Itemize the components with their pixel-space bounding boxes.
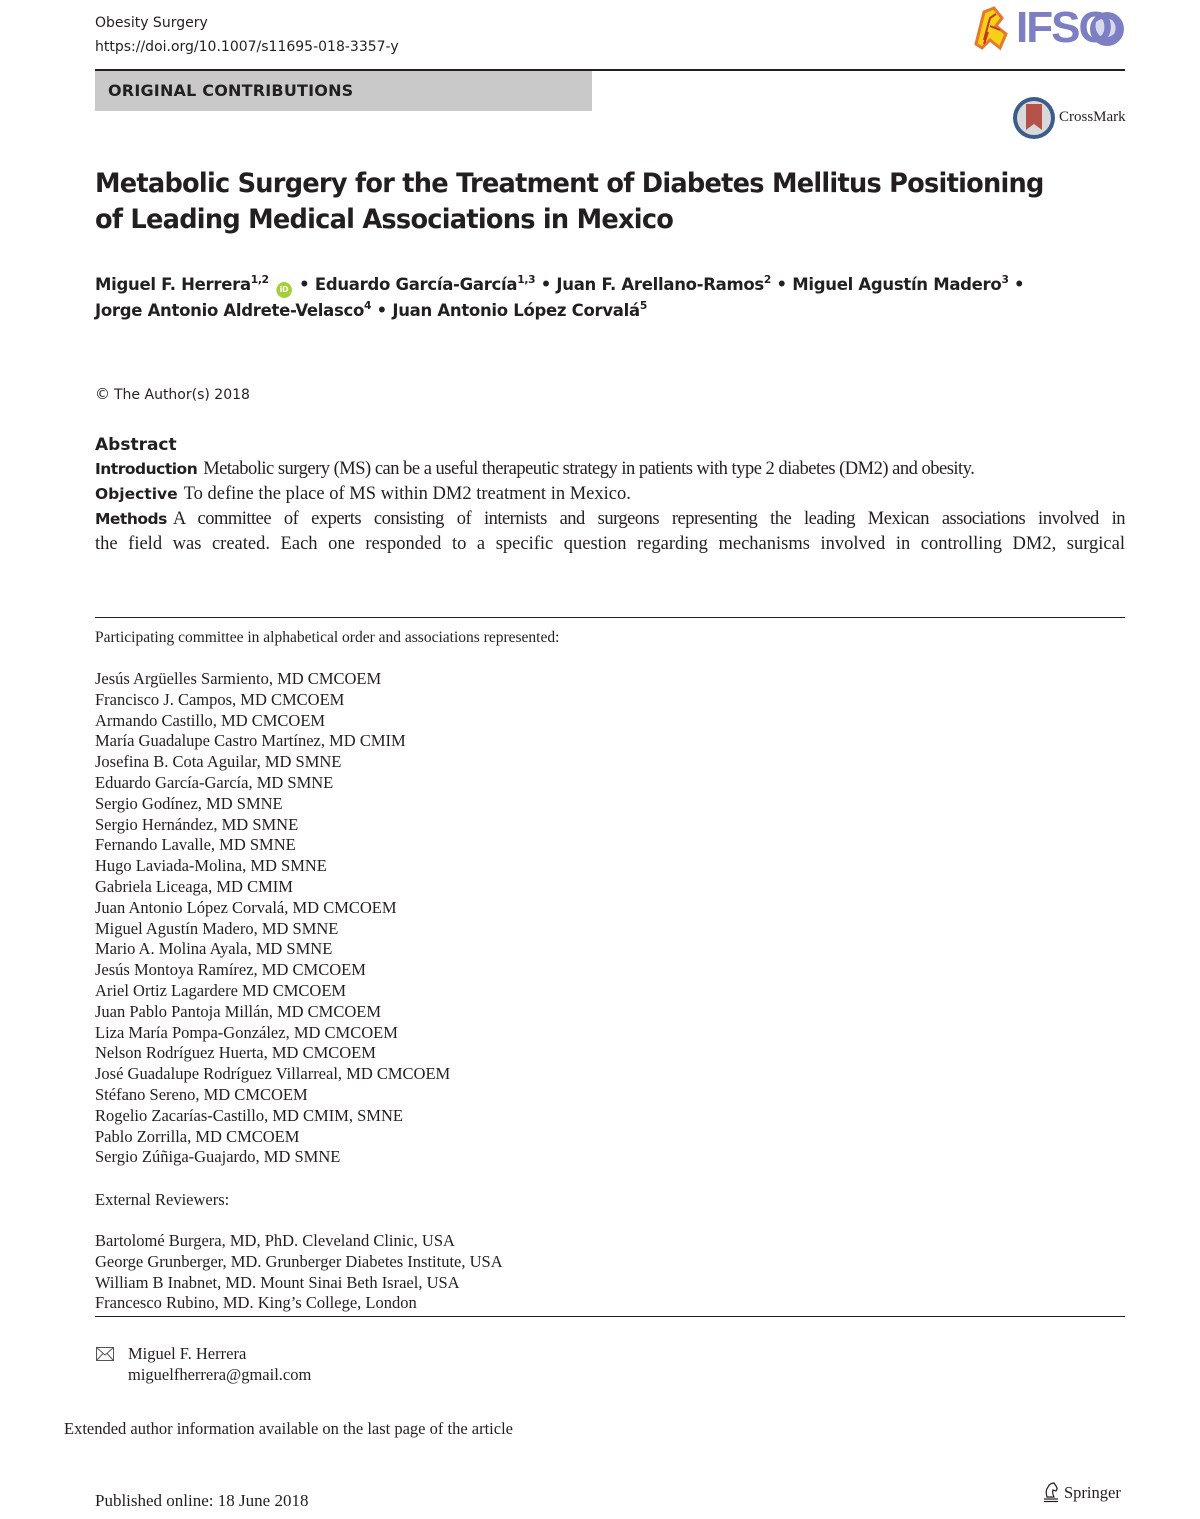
mail-icon: [96, 1347, 114, 1361]
author-name[interactable]: Eduardo García-García: [314, 275, 518, 295]
committee-intro: Participating committee in alphabetical order and associations represented:: [95, 629, 560, 646]
abstract-methods: [95, 507, 1125, 532]
list-item: Liza María Pompa-González, MD CMCOEM: [95, 1022, 398, 1042]
crossmark-icon[interactable]: [1012, 96, 1056, 140]
title-line-2: of Leading Medical Associations in Mexico: [95, 204, 674, 235]
list-item: Juan Pablo Pantoja Millán, MD CMCOEM: [95, 1001, 382, 1021]
author-separator: •: [776, 275, 787, 295]
author-affiliation: 2: [763, 273, 772, 286]
author-affiliation: 1,3: [517, 273, 536, 286]
list-item: Mario A. Molina Ayala, MD SMNE: [95, 939, 333, 959]
list-item: Bartolomé Burgera, MD, PhD. Cleveland Clinic, USA: [95, 1231, 455, 1250]
copyright-line: [95, 384, 250, 405]
list-item: Nelson Rodríguez Huerta, MD CMCOEM: [95, 1043, 376, 1063]
list-item: Gabriela Liceaga, MD CMIM: [95, 876, 293, 896]
author-list: [95, 272, 1104, 324]
list-item: Fernando Lavalle, MD SMNE: [95, 835, 296, 855]
list-item: María Guadalupe Castro Martínez, MD CMIM: [95, 731, 406, 751]
list-item: Jesús Montoya Ramírez, MD CMCOEM: [95, 960, 366, 980]
abstract-objective: [95, 482, 1125, 507]
list-item: Jesús Argüelles Sarmiento, MD CMCOEM: [95, 669, 382, 688]
abstract: [95, 433, 1125, 557]
list-item: Rogelio Zacarías-Castillo, MD CMIM, SMNE: [95, 1105, 403, 1125]
abstract-label: Methods: [95, 510, 167, 528]
list-item: Sergio Zúñiga-Guajardo, MD SMNE: [95, 1147, 341, 1167]
reviewers-list: [95, 1231, 503, 1314]
title-line-1: Metabolic Surgery for the Treatment of Diabetes Mellitus Positioning: [95, 168, 1044, 199]
author-name[interactable]: Miguel Agustín Madero: [792, 275, 1002, 295]
extended-author-info: Extended author information available on the last page of the article: [64, 1419, 513, 1438]
list-item: Eduardo García-García, MD SMNE: [95, 772, 334, 792]
list-item: Francisco J. Campos, MD CMCOEM: [95, 689, 345, 709]
abstract-text: the field was created. Each one responded to a specific question regarding mechanisms involved in controlling DM2, surgical: [95, 534, 1125, 554]
footnote-rule: [95, 617, 1125, 618]
author-affiliation: 3: [1001, 273, 1009, 286]
list-item: George Grunberger, MD. Grunberger Diabetes Institute, USA: [95, 1251, 503, 1271]
list-item: Armando Castillo, MD CMCOEM: [95, 710, 326, 730]
author-separator: •: [376, 301, 387, 321]
list-item: Josefina B. Cota Aguilar, MD SMNE: [95, 752, 342, 772]
list-item: Ariel Ortiz Lagardere MD CMCOEM: [95, 980, 347, 1000]
author-affiliation: 1,2: [250, 273, 269, 286]
article-title: [95, 166, 1045, 238]
footnote-rule: [95, 1316, 1125, 1317]
list-item: Hugo Laviada-Molina, MD SMNE: [95, 856, 327, 876]
copyright-icon: ©: [95, 385, 110, 403]
abstract-heading: Abstract: [95, 435, 177, 455]
list-item: Pablo Zorrilla, MD CMCOEM: [95, 1126, 300, 1146]
author-name[interactable]: Miguel F. Herrera: [95, 275, 251, 295]
copyright-text: The Author(s) 2018: [114, 387, 250, 403]
list-item: José Guadalupe Rodríguez Villarreal, MD CMCOEM: [95, 1064, 451, 1084]
list-item: Juan Antonio López Corvalá, MD CMCOEM: [95, 897, 397, 917]
author-name[interactable]: Juan Antonio López Corvalá: [392, 301, 640, 321]
abstract-label: Objective: [95, 485, 178, 503]
list-item: Sergio Godínez, MD SMNE: [95, 793, 283, 813]
author-separator: •: [299, 275, 310, 295]
list-item: Sergio Hernández, MD SMNE: [95, 814, 299, 834]
correspondence-email[interactable]: miguelfherrera@gmail.com: [128, 1365, 312, 1384]
crossmark-label[interactable]: CrossMark: [1059, 109, 1126, 125]
list-item: Stéfano Sereno, MD CMCOEM: [95, 1084, 308, 1104]
author-name[interactable]: Juan F. Arellano-Ramos: [556, 275, 764, 295]
springer-horse-icon: [1042, 1481, 1060, 1503]
abstract-introduction: [95, 457, 1125, 482]
doi-link[interactable]: https://doi.org/10.1007/s11695-018-3357-y: [95, 39, 399, 55]
author-affiliation: 5: [639, 299, 647, 312]
abstract-methods-continued: [95, 532, 1125, 557]
reviewers-label: External Reviewers:: [95, 1190, 230, 1209]
abstract-text: A committee of experts consisting of internists and surgeons representing the leading Mexican associations involved in: [172, 509, 1125, 529]
abstract-text: To define the place of MS within DM2 treatment in Mexico.: [183, 484, 631, 504]
abstract-label: Introduction: [95, 460, 198, 478]
author-separator: •: [540, 275, 551, 295]
abstract-text: Metabolic surgery (MS) can be a useful therapeutic strategy in patients with type 2 diabetes (DM2) and obesity.: [203, 459, 975, 479]
committee-list: [95, 669, 450, 1168]
author-name[interactable]: Jorge Antonio Aldrete-Velasco: [95, 301, 365, 321]
list-item: Miguel Agustín Madero, MD SMNE: [95, 918, 339, 938]
ifso-logo-text: IFSO: [1016, 3, 1111, 52]
published-date: Published online: 18 June 2018: [95, 1491, 309, 1510]
author-separator: •: [1014, 275, 1025, 295]
correspondence-name: Miguel F. Herrera: [128, 1344, 247, 1363]
section-label: ORIGINAL CONTRIBUTIONS: [108, 81, 354, 100]
list-item: William B Inabnet, MD. Mount Sinai Beth Israel, USA: [95, 1272, 460, 1292]
journal-name: Obesity Surgery: [95, 15, 208, 31]
publisher-name: Springer: [1064, 1483, 1121, 1502]
author-affiliation: 4: [364, 299, 372, 312]
orcid-icon[interactable]: iD: [276, 282, 292, 298]
list-item: Francesco Rubino, MD. King’s College, London: [95, 1293, 417, 1313]
